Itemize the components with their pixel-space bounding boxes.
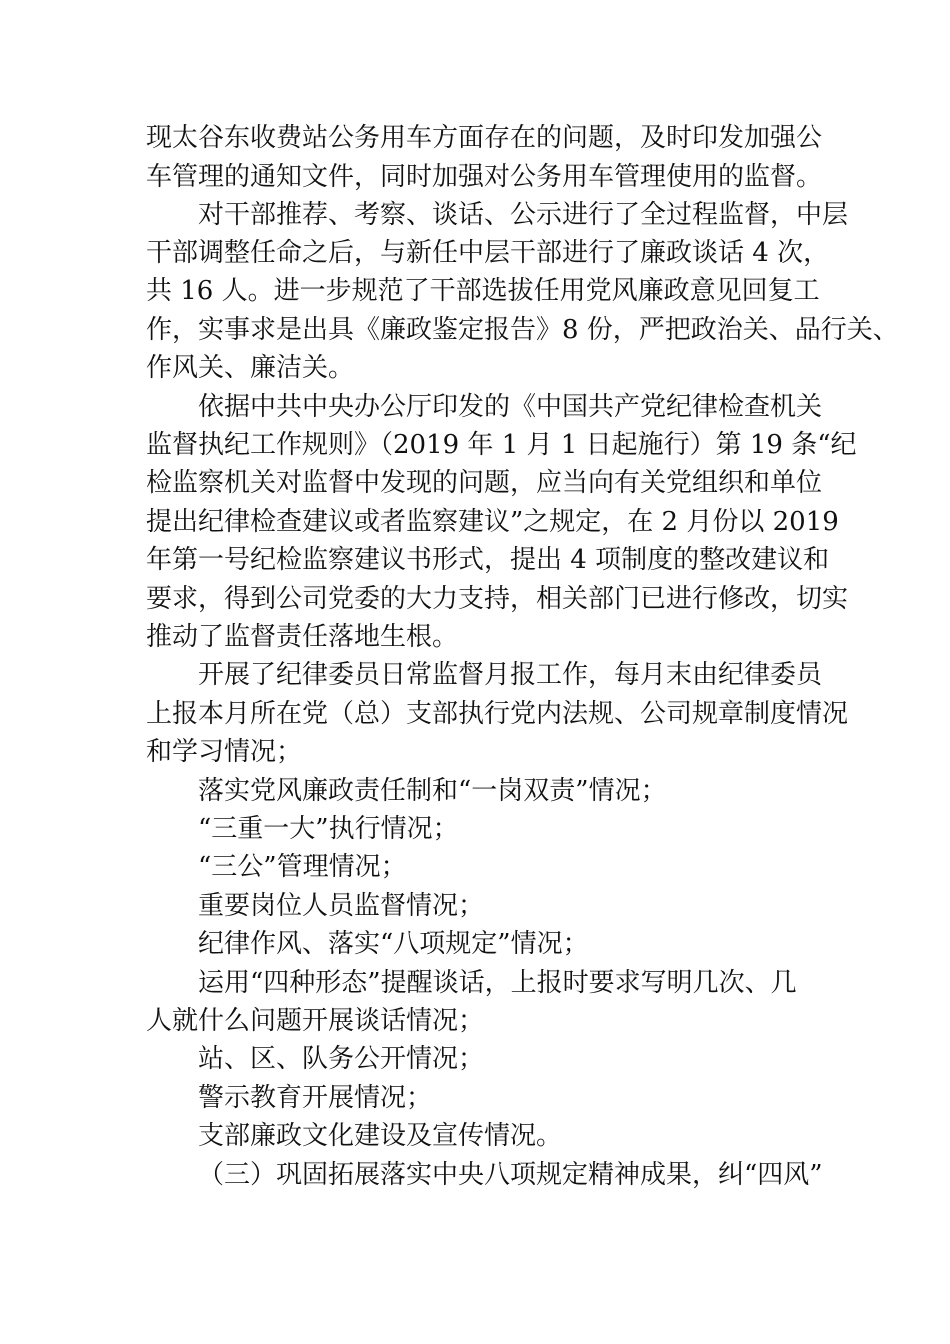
text-line: 监督执纪工作规则》（2019 年 1 月 1 日起施行）第 19 条“纪 (146, 430, 857, 460)
text-line: 干部调整任命之后，与新任中层干部进行了廉政谈话 4 次， (146, 238, 830, 268)
list-item: 站、区、队务公开情况； (198, 1044, 485, 1074)
list-item: 警示教育开展情况； (198, 1083, 433, 1113)
list-item: 纪律作风、落实“八项规定”情况； (198, 929, 589, 959)
paragraph-start: 开展了纪律委员日常监督月报工作，每月末由纪律委员 (198, 660, 823, 690)
list-item: 运用“四种形态”提醒谈话，上报时要求写明几次、几 (198, 968, 797, 998)
section-heading: （三）巩固拓展落实中央八项规定精神成果，纠“四风” (198, 1160, 823, 1190)
paragraph-start: 对干部推荐、考察、谈话、公示进行了全过程监督，中层 (198, 200, 849, 230)
text-line: 车管理的通知文件，同时加强对公务用车管理使用的监督。 (146, 162, 823, 192)
text-line: 人就什么问题开展谈话情况； (146, 1006, 485, 1036)
paragraph-start: 依据中共中央办公厅印发的《中国共产党纪律检查机关 (198, 392, 823, 422)
list-item: 重要岗位人员监督情况； (198, 891, 485, 921)
text-line: 和学习情况； (146, 737, 303, 767)
text-line: 作风关、廉洁关。 (146, 353, 355, 383)
text-line: 上报本月所在党（总）支部执行党内法规、公司规章制度情况 (146, 699, 849, 729)
text-line: 年第一号纪检监察建议书形式，提出 4 项制度的整改建议和 (146, 545, 830, 575)
text-line: 共 16 人。进一步规范了干部选拔任用党风廉政意见回复工 (146, 276, 820, 306)
text-line: 推动了监督责任落地生根。 (146, 622, 459, 652)
list-item: “三重一大”执行情况； (198, 814, 459, 844)
list-item: “三公”管理情况； (198, 852, 407, 882)
text-line: 作，实事求是出具《廉政鉴定报告》8 份，严把政治关、品行关、 (146, 315, 899, 345)
text-line: 检监察机关对监督中发现的问题，应当向有关党组织和单位 (146, 468, 823, 498)
text-line: 提出纪律检查建议或者监察建议”之规定，在 2 月份以 2019 (146, 507, 839, 537)
list-item: 落实党风廉政责任制和“一岗双责”情况； (198, 776, 667, 806)
text-line: 要求，得到公司党委的大力支持，相关部门已进行修改，切实 (146, 584, 849, 614)
text-line: 现太谷东收费站公务用车方面存在的问题，及时印发加强公 (146, 123, 823, 153)
list-item: 支部廉政文化建设及宣传情况。 (198, 1121, 563, 1151)
